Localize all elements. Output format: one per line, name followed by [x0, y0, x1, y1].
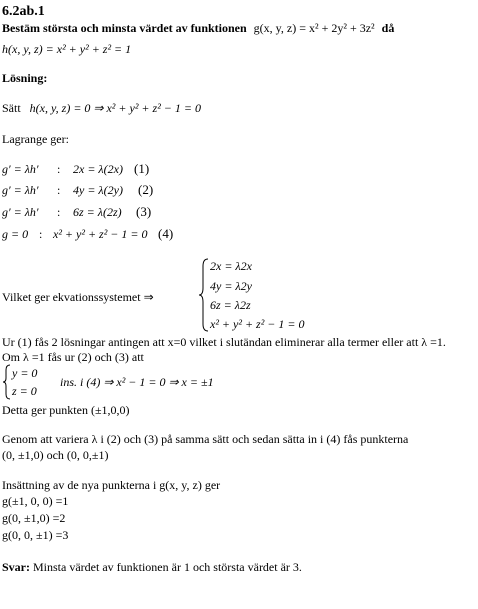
system-eq-4: x² + y² + z² − 1 = 0 [210, 317, 305, 331]
ur1-line: Ur (1) fås 2 lösningar antingen att x=0 vilket i slutändan eliminerar alla termer eller att λ =1. [2, 335, 446, 349]
points-line: (0, ±1,0) och (0, 0,±1) [2, 448, 109, 462]
om-line: Om λ =1 fås ur (2) och (3) att [2, 350, 144, 364]
eq-4-sep: : [39, 227, 43, 241]
eq-2-sep: : [57, 183, 61, 197]
answer-text: Minsta värdet av funktionen är 1 och största värdet är 3. [33, 560, 302, 574]
set-equation: h(x, y, z) = 0 ⇒ x² + y² + z² − 1 = 0 [29, 101, 201, 115]
constraint: h(x, y, z) = x² + y² + z² = 1 [2, 42, 132, 56]
task-text: Bestäm största och minsta värdet av funktionen [2, 21, 247, 35]
vary-line: Genom att variera λ i (2) och (3) på samma sätt och sedan sätta in i (4) fås punkterna [2, 432, 409, 446]
set-line [2, 102, 201, 114]
eq-3-number: (3) [136, 204, 152, 219]
case-insert: ins. i (4) ⇒ x² − 1 = 0 ⇒ x = ±1 [60, 375, 214, 389]
eq-1-number: (1) [134, 161, 150, 176]
case-z: z = 0 [12, 384, 37, 398]
system-label: Vilket ger ekvationssystemet ⇒ [2, 290, 154, 304]
eq-4-body: x² + y² + z² − 1 = 0 [53, 227, 148, 241]
answer-label: Svar: [2, 560, 30, 574]
result-1: g(±1, 0, 0) =1 [2, 494, 69, 508]
system-eq-3: 6z = λ2z [210, 298, 251, 312]
eq-3-body: 6z = λ(2z) [73, 205, 122, 219]
eq-2-lhs: g′ = λh′ [2, 183, 39, 197]
eq-2-number: (2) [138, 182, 154, 197]
eq-3-sep: : [57, 205, 61, 219]
case-y: y = 0 [12, 366, 38, 380]
eq-1-sep: : [57, 162, 61, 176]
point-result: Detta ger punkten (±1,0,0) [2, 403, 130, 417]
system-brace [198, 258, 210, 332]
eq-1-lhs: g′ = λh′ [2, 162, 39, 176]
insert-line: Insättning av de nya punkterna i g(x, y, z) ger [2, 478, 221, 492]
system-eq-2: 4y = λ2y [210, 279, 252, 293]
solution-label: Lösning: [2, 71, 48, 85]
eq-2-body: 4y = λ(2y) [73, 183, 123, 197]
eq-1-body: 2x = λ(2x) [73, 162, 123, 176]
eq-3-lhs: g′ = λh′ [2, 205, 39, 219]
lagrange-label: Lagrange ger: [2, 132, 69, 146]
eq-4-number: (4) [158, 226, 174, 241]
set-label: Sätt [2, 101, 21, 115]
eq-4-lhs: g = 0 [2, 227, 29, 241]
task-da: då [381, 21, 395, 35]
result-3: g(0, 0, ±1) =3 [2, 528, 69, 542]
heading: 6.2ab.1 [2, 4, 45, 19]
task-function: g(x, y, z) = x² + 2y² + 3z² [253, 21, 375, 35]
answer-line [2, 561, 302, 573]
task-line [2, 22, 394, 34]
result-2: g(0, ±1,0) =2 [2, 511, 66, 525]
system-eq-1: 2x = λ2x [210, 259, 252, 273]
case-brace [2, 364, 11, 400]
